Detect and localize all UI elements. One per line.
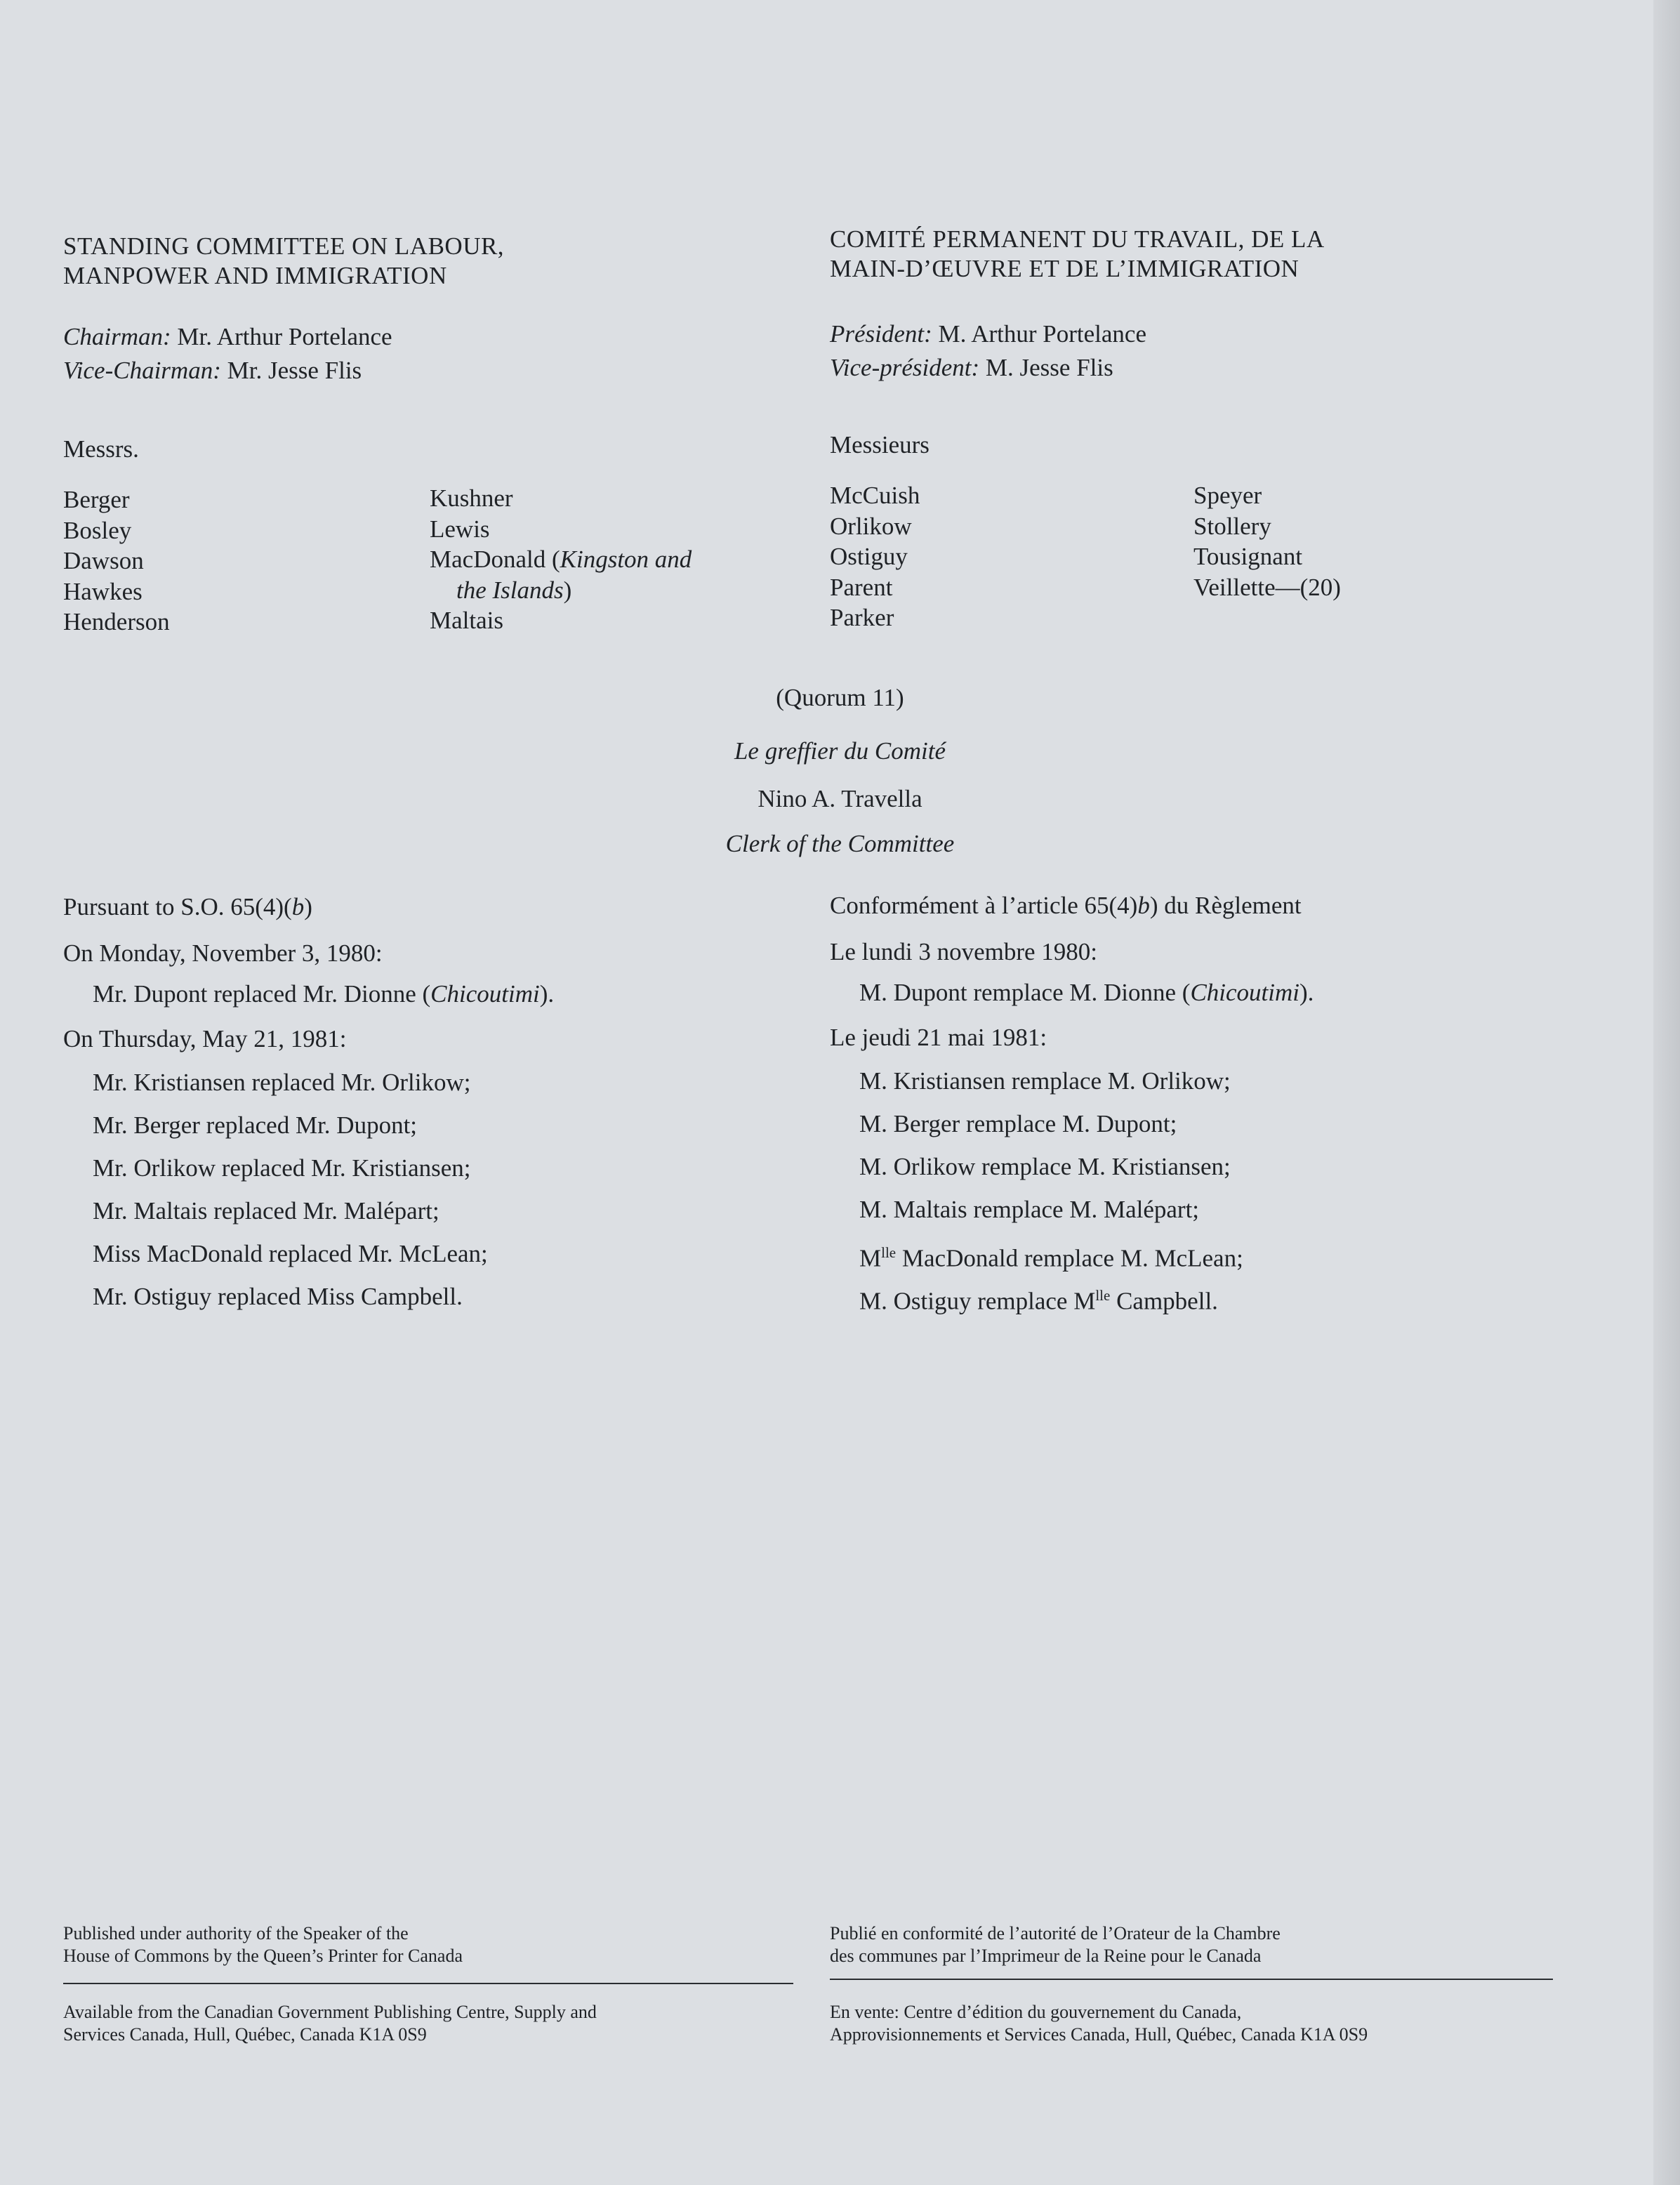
change-line: M. Dupont remplace M. Dionne (Chicoutimi). [859,979,1314,1006]
change-line: M. Maltais remplace M. Malépart; [859,1196,1200,1223]
vice-president-line [830,351,1560,385]
member-name: Dawson [63,547,144,574]
chair-block-en [63,320,793,388]
change-line: M. Ostiguy remplace $M^{lle}$ Campbell. [859,1287,1218,1315]
clerk-name: Nino A. Travella [758,785,922,812]
member-name: Parent [830,573,893,601]
published-notice-fr: Publié en conformité de l’autorité de l’Orateur de la Chambre des communes par l’Imprimeur de la Reine pour le Canada [830,1923,1281,1966]
member-name: McCuish [830,482,920,509]
change-line: Mr. Orlikow replaced Mr. Kristiansen; [93,1154,471,1182]
member-name: Bosley [63,516,132,544]
committee-title-en [63,232,793,291]
date-heading: On Monday, November 3, 1980: [63,939,383,967]
change-line: Mr. Maltais replaced Mr. Malépart; [93,1197,439,1224]
quorum: (Quorum 11) [776,684,904,711]
member-name: Stollery [1193,512,1271,540]
chairman-name: Mr. Arthur Portelance [171,323,392,350]
date-heading: Le jeudi 21 mai 1981: [830,1024,1047,1051]
change-line: Mr. Ostiguy replaced Miss Campbell. [93,1283,463,1310]
footer-divider-fr [830,1979,1553,1980]
membership-changes-en [63,892,793,1324]
change-line: Miss MacDonald replaced Mr. McLean; [93,1240,488,1267]
vice-chairman-name: Mr. Jesse Flis [220,357,362,384]
standing-order-line: Conformément à l’article 65(4)b) du Règlement [830,892,1302,919]
clerk-title-en: Clerk of the Committee [725,830,955,857]
members-list-en-2 [430,483,692,636]
change-line: M. Berger remplace M. Dupont; [859,1110,1177,1137]
member-name: Parker [830,604,894,631]
members-label-en: Messrs. [63,435,139,463]
president-line [830,317,1560,351]
date-heading: Le lundi 3 novembre 1980: [830,938,1098,965]
change-line: Mr. Dupont replaced Mr. Dionne (Chicoutimi). [93,980,555,1008]
vice-president-label: Vice-président: [830,354,980,381]
riding-continuation: the Islands) [456,576,572,604]
page-edge-shadow [1653,0,1680,2185]
riding-name: the Islands [456,576,564,604]
president-label: Président: [830,320,932,348]
member-name: Hawkes [63,577,143,605]
change-line: $M^{lle}$ MacDonald remplace M. McLean; [859,1244,1243,1272]
president-name: M. Arthur Portelance [932,320,1147,348]
member-name: Berger [63,486,130,513]
change-line: M. Orlikow remplace M. Kristiansen; [859,1153,1231,1180]
riding-name: Kingston and [560,546,692,573]
clerk-title-fr: Le greffier du Comité [734,737,946,765]
chairman-line [63,320,793,354]
availability-notice-fr: En vente: Centre d’édition du gouvernement du Canada, Approvisionnements et Services Canada, Hull, Québec, Canada K1A 0S9 [830,2002,1368,2045]
member-name: Kushner [430,484,513,512]
standing-order-line: Pursuant to S.O. 65(4)(b) [63,893,312,920]
vice-chairman-label: Vice-Chairman: [63,357,221,384]
chairman-label: Chairman: [63,323,171,350]
members-list-fr-2 [1193,480,1341,602]
availability-notice-en: Available from the Canadian Government Publishing Centre, Supply and Services Canada, Hull, Québec, Canada K1A 0S9 [63,2002,597,2045]
member-name: Maltais [430,607,503,634]
member-name: Lewis [430,515,490,543]
date-heading: On Thursday, May 21, 1981: [63,1025,347,1052]
member-name-macdonald: MacDonald (Kingston and [430,546,692,573]
member-name: Speyer [1193,482,1262,509]
members-list-en-1 [63,484,170,638]
change-line: M. Kristiansen remplace M. Orlikow; [859,1067,1231,1095]
members-list-fr-1 [830,480,920,633]
members-label-fr: Messieurs [830,431,930,458]
chair-block-fr [830,317,1560,385]
member-name: Ostiguy [830,543,908,570]
committee-title-fr [830,225,1560,284]
member-name: Tousignant [1193,543,1303,570]
title-line: MANPOWER AND IMMIGRATION [63,262,447,289]
title-line: MAIN-D’ŒUVRE ET DE L’IMMIGRATION [830,255,1299,282]
member-name: Veillette—(20) [1193,573,1341,601]
footer-divider-en [63,1983,793,1984]
title-line: COMITÉ PERMANENT DU TRAVAIL, DE LA [830,225,1325,253]
change-line: Mr. Kristiansen replaced Mr. Orlikow; [93,1069,471,1096]
vice-chairman-line [63,354,793,388]
change-line: Mr. Berger replaced Mr. Dupont; [93,1111,418,1139]
published-notice-en: Published under authority of the Speaker of the House of Commons by the Queen’s Printer for Canada [63,1923,463,1966]
member-name: Orlikow [830,512,912,540]
membership-changes-fr [830,890,1560,1323]
vice-president-name: M. Jesse Flis [979,354,1113,381]
member-name: Henderson [63,608,170,635]
title-line: STANDING COMMITTEE ON LABOUR, [63,232,505,260]
